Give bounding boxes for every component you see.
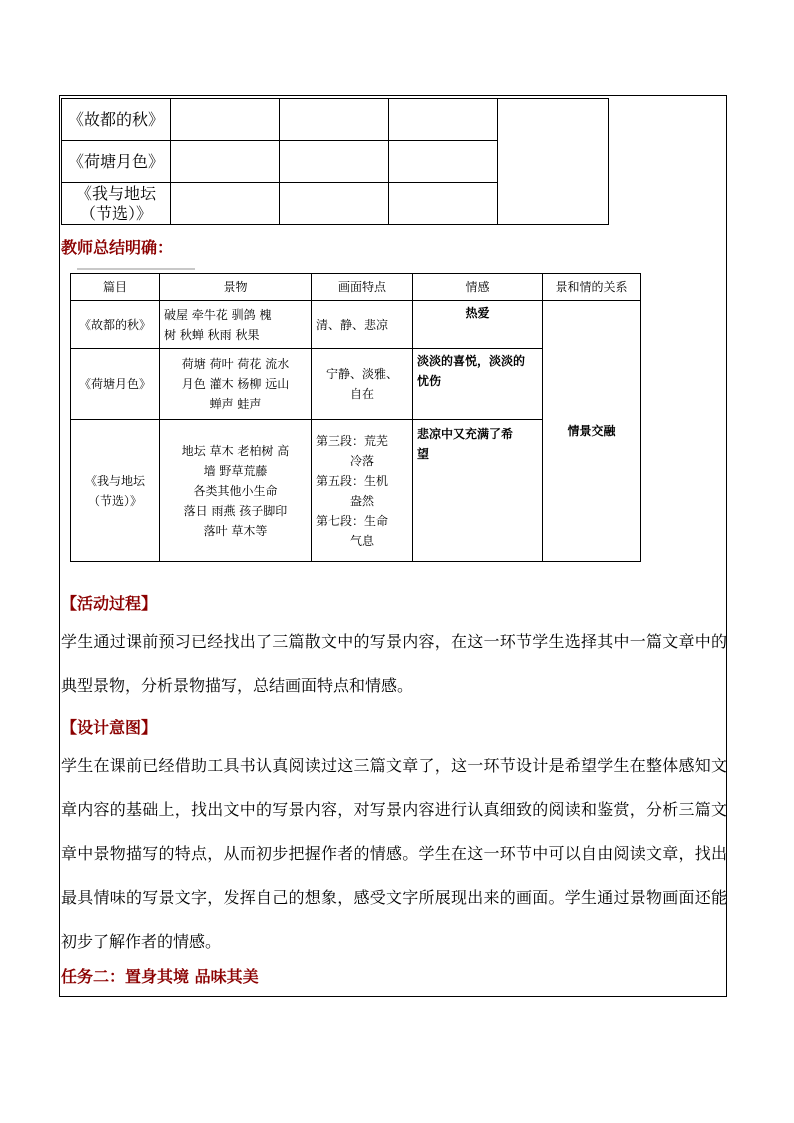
activity-heading: 【活动过程】 (61, 594, 158, 613)
blank-cell (171, 183, 280, 225)
emotion-line: 淡淡的喜悦，淡淡的 (417, 354, 526, 368)
blank-worksheet-table (61, 98, 609, 225)
row-title-ditan (62, 183, 171, 225)
blank-cell (280, 183, 389, 225)
emotion-cell (413, 349, 543, 420)
summary-heading: 教师总结明确： (61, 238, 174, 257)
scenery-cell (160, 301, 312, 349)
row-title-line: 《我与地坛 (75, 183, 156, 203)
emotion-cell: 热爱 (413, 301, 543, 349)
divider (77, 268, 195, 270)
scenery-line: 月色 灌木 杨柳 远山 (181, 377, 290, 391)
scenery-line: 墙 野草荒藤 (203, 463, 268, 478)
row-title-gudu: 《故都的秋》 (62, 99, 171, 141)
scenery-line: 树 秋蝉 秋雨 秋果 (164, 327, 260, 342)
blank-cell (389, 183, 498, 225)
scenery-line: 荷塘 荷叶 荷花 流水 (181, 357, 290, 371)
emotion-line: 悲凉中又充满了希 (417, 427, 514, 441)
blank-cell (389, 99, 498, 141)
features-line: 盎然 (349, 493, 374, 508)
row-title-line: （节选）》 (79, 203, 152, 223)
relation-cell: 情景交融 (543, 301, 641, 562)
header-scenery: 景物 (160, 274, 312, 301)
summary-table (70, 273, 641, 562)
features-cell (312, 420, 413, 562)
title-cell: 《故都的秋》 (71, 301, 160, 349)
scenery-line: 蝉声 蛙声 (209, 397, 262, 411)
features-line: 自在 (349, 387, 374, 401)
row-title-hetang: 《荷塘月色》 (62, 141, 171, 183)
blank-cell (389, 141, 498, 183)
features-line: 冷落 (349, 453, 374, 468)
features-line: 第三段：荒芜 (316, 433, 389, 448)
scenery-line: 破屋 牵牛花 驯鸽 槐 (164, 307, 272, 322)
title-cell (71, 420, 160, 562)
blank-cell (280, 141, 389, 183)
header-features: 画面特点 (312, 274, 413, 301)
emotion-line: 望 (417, 447, 430, 461)
features-line: 第七段：生命 (316, 513, 389, 528)
features-line: 第五段：生机 (316, 473, 389, 488)
task-two-heading: 任务二：置身其境 品味其美 (61, 967, 259, 986)
title-line: （节选）》 (87, 493, 142, 508)
scenery-line: 地坛 草木 老柏树 高 (181, 443, 290, 458)
header-emotion: 情感 (413, 274, 543, 301)
design-paragraph: 学生在课前已经借助工具书认真阅读过这三篇文章了，这一环节设计是希望学生在整体感知文章内容的基础上，找出文中的写景内容，对写景内容进行认真细致的阅读和鉴赏，分析三篇文章中景物描写的特点，从而初步把握作者的情感。学生在这一环节中可以自由阅读文章，找出最具情味的写景文字，发挥自己的想象，感受文字所展现出来的画面。学生通过景物画面还能初步了解作者的情感。 (61, 756, 727, 951)
features-line: 宁静、淡雅、 (325, 367, 398, 381)
features-line: 气息 (349, 533, 374, 548)
title-cell: 《荷塘月色》 (71, 349, 160, 420)
emotion-line: 忧伤 (417, 374, 442, 388)
blank-cell (280, 99, 389, 141)
emotion-cell (413, 420, 543, 562)
scenery-line: 落叶 草木等 (203, 523, 268, 538)
header-title: 篇目 (71, 274, 160, 301)
scenery-line: 落日 雨燕 孩子脚印 (183, 503, 288, 518)
features-cell: 清、静、悲凉 (312, 301, 413, 349)
scenery-line: 各类其他小生命 (193, 483, 278, 498)
title-line: 《我与地坛 (84, 473, 145, 488)
design-heading: 【设计意图】 (61, 718, 158, 737)
blank-cell (171, 141, 280, 183)
features-cell (312, 349, 413, 420)
scenery-cell (160, 349, 312, 420)
activity-paragraph: 学生通过课前预习已经找出了三篇散文中的写景内容，在这一环节学生选择其中一篇文章中的典型景物，分析景物描写，总结画面特点和情感。 (61, 632, 727, 695)
blank-merged-cell (498, 99, 609, 225)
blank-cell (171, 99, 280, 141)
header-relation: 景和情的关系 (543, 274, 641, 301)
scenery-cell (160, 420, 312, 562)
